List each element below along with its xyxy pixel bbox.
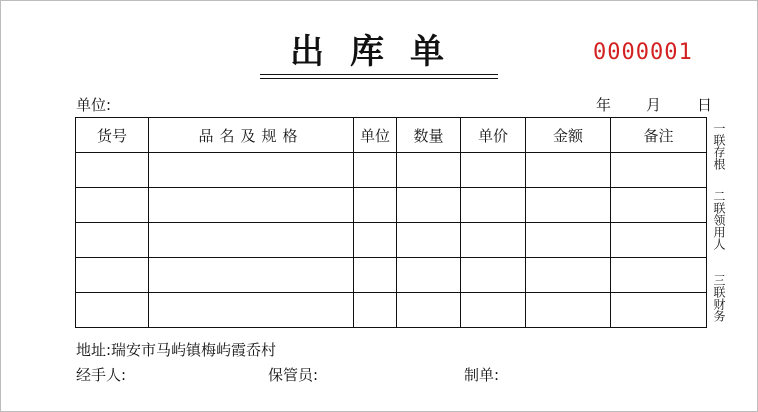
table-cell[interactable] (526, 188, 611, 223)
table-cell[interactable] (526, 153, 611, 188)
header-remarks: 备注 (611, 118, 707, 153)
items-table (75, 117, 707, 328)
table-cell[interactable] (354, 223, 397, 258)
title-underline-double (260, 78, 498, 79)
table-cell[interactable] (397, 153, 461, 188)
table-cell[interactable] (354, 293, 397, 328)
table-cell[interactable] (611, 293, 707, 328)
table-cell[interactable] (611, 153, 707, 188)
table-cell[interactable] (76, 153, 149, 188)
date-month-label: 月 (646, 96, 662, 114)
header-unit: 单位 (354, 118, 397, 153)
table-cell[interactable] (76, 258, 149, 293)
table-cell[interactable] (397, 188, 461, 223)
table-cell[interactable] (526, 258, 611, 293)
address-line: 地址:瑞安市马屿镇梅屿霞岙村 (76, 341, 277, 359)
serial-number: 0000001 (593, 40, 693, 65)
table-cell[interactable] (397, 293, 461, 328)
table-cell[interactable] (149, 223, 354, 258)
table-cell[interactable] (354, 153, 397, 188)
table-cell[interactable] (611, 223, 707, 258)
form-title: 出库单 (290, 32, 470, 72)
table-header-row (76, 118, 707, 153)
table-cell[interactable] (149, 258, 354, 293)
date-day-label: 日 (697, 96, 713, 114)
copy-note-stub: 一联存根 (712, 122, 726, 170)
copy-note-finance: 三联财务 (712, 274, 726, 322)
header-item-code: 货号 (76, 118, 149, 153)
table-cell[interactable] (354, 188, 397, 223)
table-cell[interactable] (76, 188, 149, 223)
table-row (76, 153, 707, 188)
table-cell[interactable] (611, 188, 707, 223)
table-cell[interactable] (461, 188, 526, 223)
header-amount: 金额 (526, 118, 611, 153)
date-year-label: 年 (596, 96, 612, 114)
unit-label: 单位: (76, 96, 112, 114)
table-cell[interactable] (611, 258, 707, 293)
header-quantity: 数量 (397, 118, 461, 153)
table-cell[interactable] (149, 188, 354, 223)
handler-label: 经手人: (76, 366, 127, 384)
table-row (76, 223, 707, 258)
table-cell[interactable] (76, 223, 149, 258)
table-row (76, 293, 707, 328)
table-cell[interactable] (461, 223, 526, 258)
header-name-spec: 品名及规格 (149, 118, 354, 153)
table-cell[interactable] (397, 223, 461, 258)
table-cell[interactable] (149, 293, 354, 328)
keeper-label: 保管员: (268, 366, 319, 384)
copy-note-recipient: 二联领用人 (712, 190, 726, 250)
table-cell[interactable] (461, 293, 526, 328)
title-underline (260, 74, 498, 75)
table-cell[interactable] (461, 258, 526, 293)
table-cell[interactable] (526, 293, 611, 328)
table-cell[interactable] (397, 258, 461, 293)
header-unit-price: 单价 (461, 118, 526, 153)
table-cell[interactable] (354, 258, 397, 293)
maker-label: 制单: (464, 366, 500, 384)
table-cell[interactable] (76, 293, 149, 328)
table-cell[interactable] (461, 153, 526, 188)
table-cell[interactable] (526, 223, 611, 258)
table-cell[interactable] (149, 153, 354, 188)
table-row (76, 188, 707, 223)
table-row (76, 258, 707, 293)
